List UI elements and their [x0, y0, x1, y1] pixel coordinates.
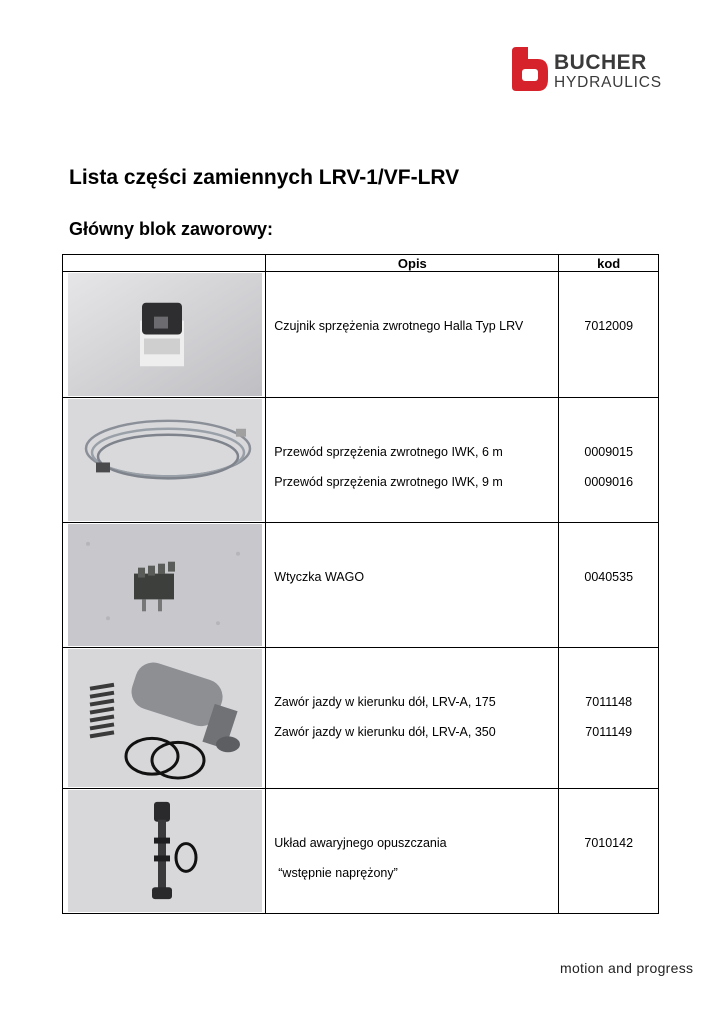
part-code: 7011149: [585, 725, 633, 739]
part-code: [559, 866, 658, 896]
part-description: Przewód sprzężenia zwrotnego IWK, 9 m: [274, 475, 503, 489]
part-description: Zawór jazdy w kierunku dół, LRV-A, 175: [274, 695, 496, 709]
footer-tagline: motion and progress: [560, 960, 694, 976]
photo-cell: [63, 523, 266, 648]
part-description: Czujnik sprzężenia zwrotnego Halla Typ LRV: [274, 319, 524, 333]
document-title: Lista części zamiennych LRV-1/VF-LRV: [69, 166, 460, 189]
section-title: Główny blok zaworowy:: [69, 219, 274, 239]
desc-cell: [266, 398, 559, 523]
part-description: Zawór jazdy w kierunku dół, LRV-A, 350: [274, 725, 496, 739]
code-cell: [559, 789, 659, 914]
emergency-lowering-photo-icon: [68, 790, 262, 912]
table-row: [63, 398, 659, 523]
code-cell: [559, 523, 659, 648]
table-header-row: [63, 255, 659, 272]
hall-sensor-photo-icon: [68, 273, 262, 396]
part-description-note: “wstępnie naprężony”: [278, 866, 398, 880]
down-valve-photo-icon: [68, 649, 262, 787]
code-cell: [559, 648, 659, 789]
bucher-logo: [512, 47, 672, 95]
part-description: Przewód sprzężenia zwrotnego IWK, 6 m: [274, 445, 503, 459]
logo-line1: BUCHER: [554, 51, 647, 74]
feedback-cable-photo-icon: [68, 399, 262, 521]
photo-cell: [63, 648, 266, 789]
photo-cell: [63, 272, 266, 398]
header-image: [63, 255, 266, 272]
table-row: [63, 789, 659, 914]
desc-cell: [266, 789, 559, 914]
bucher-logo-icon: [512, 47, 550, 91]
part-code: 0009016: [584, 475, 634, 489]
part-code: 7011148: [585, 695, 633, 709]
part-code: 7012009: [584, 319, 634, 333]
desc-cell: [266, 648, 559, 789]
header-code: kod: [559, 255, 659, 272]
part-code: 7010142: [584, 836, 634, 850]
photo-cell: [63, 398, 266, 523]
desc-cell: [266, 272, 559, 398]
logo-line2: HYDRAULICS: [554, 74, 662, 91]
photo-cell: [63, 789, 266, 914]
wago-plug-photo-icon: [68, 524, 262, 646]
part-description: Układ awaryjnego opuszczania: [274, 836, 447, 850]
part-code: 0040535: [584, 570, 634, 584]
desc-cell: [266, 523, 559, 648]
part-code: 0009015: [584, 445, 634, 459]
header-desc: Opis: [266, 255, 559, 272]
table-row: [63, 272, 659, 398]
code-cell: [559, 398, 659, 523]
table-row: [63, 648, 659, 789]
table-row: [63, 523, 659, 648]
part-description: Wtyczka WAGO: [274, 570, 365, 584]
code-cell: [559, 272, 659, 398]
parts-table: [62, 254, 659, 914]
